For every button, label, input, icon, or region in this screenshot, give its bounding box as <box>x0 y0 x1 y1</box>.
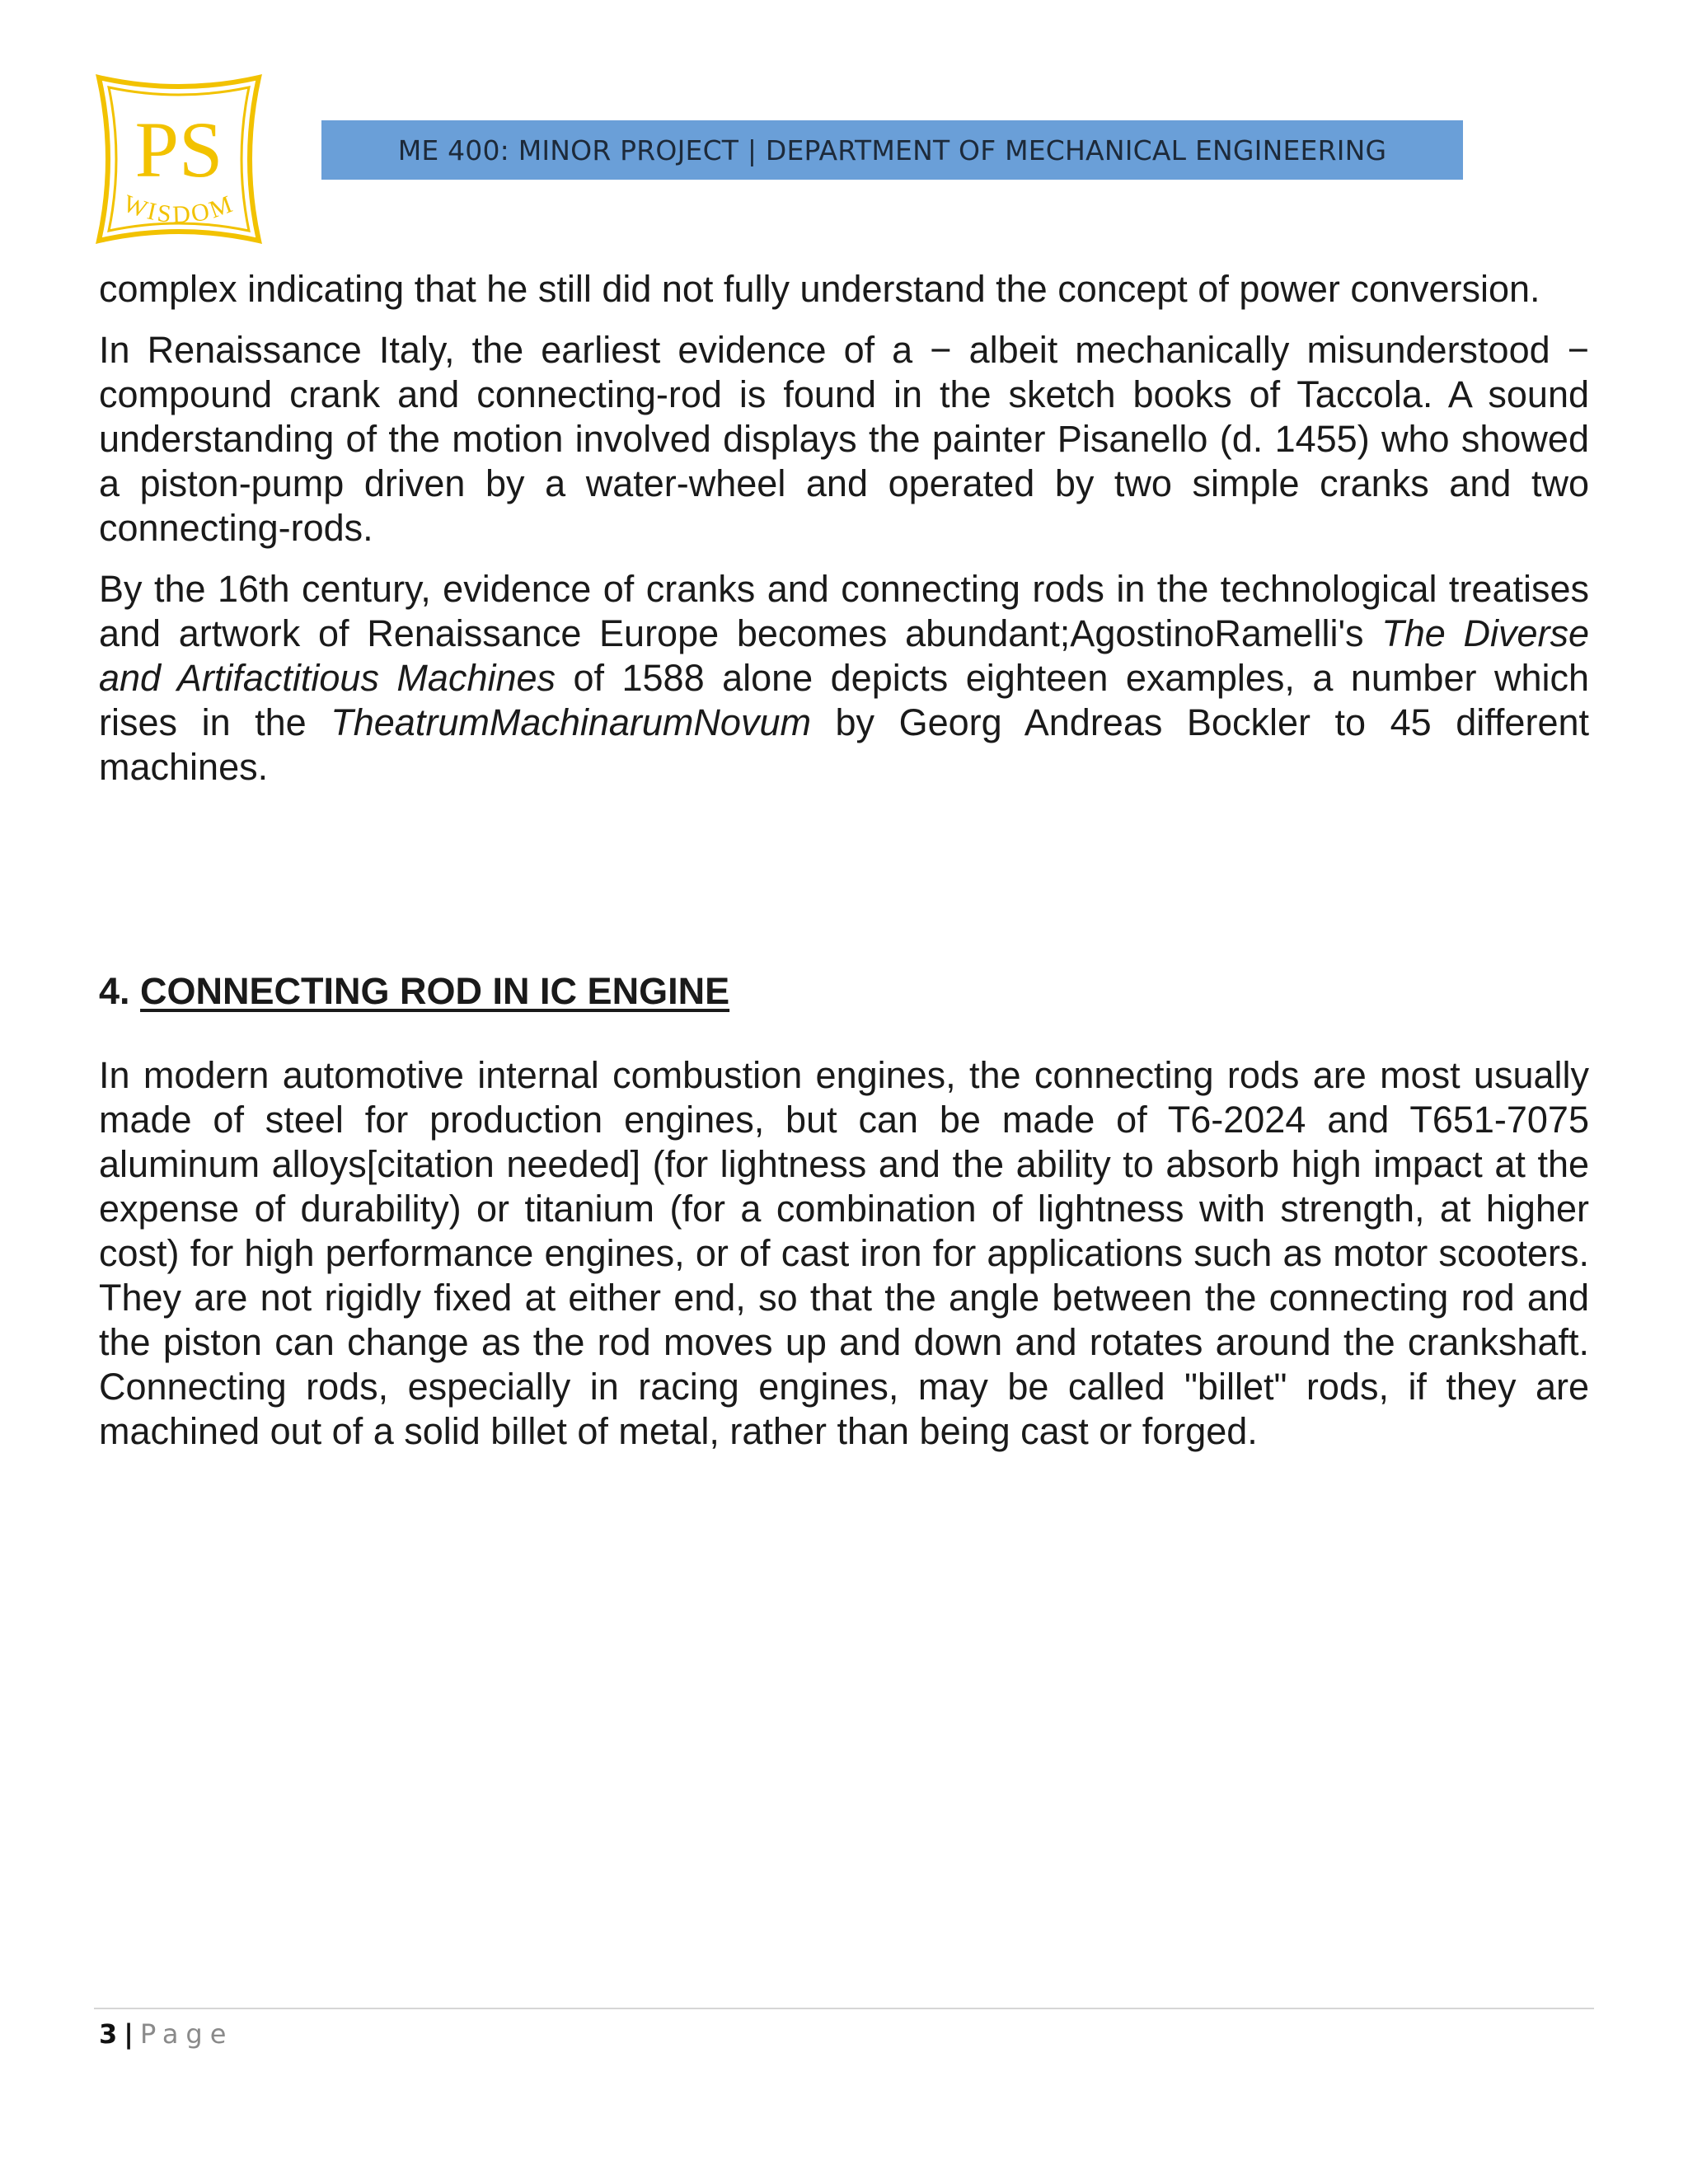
footer-separator: | <box>124 2018 134 2050</box>
ps-wisdom-logo <box>92 71 265 247</box>
paragraph-3-text-1: By the 16th century, evidence of cranks and connecting rods in the technological treatises and artwork of Renaissance Europe becomes abundant;AgostinoRamelli's <box>99 568 1589 654</box>
page-label: Page <box>139 2018 234 2050</box>
paragraph-3 <box>99 567 1589 790</box>
logo-word: WISDOM <box>120 190 238 229</box>
page-footer <box>99 2014 233 2054</box>
paragraph-2: In Renaissance Italy, the earliest evidence of a − albeit mechanically misunderstood − compound crank and connecting-rod is found in the sketch books of Taccola. A sound understanding of the motion involved displays the painter Pisanello (d. 1455) who showed a piston-pump driven by a water-wheel and operated by two simple cranks and two connecting-rods. <box>99 329 1589 549</box>
book-title-theatrum: TheatrumMachinarumNovum <box>331 701 811 743</box>
section-number: 4. <box>99 970 130 1012</box>
header-bar <box>321 120 1463 180</box>
logo-letters: PS <box>134 105 223 194</box>
footer-divider <box>94 2008 1594 2009</box>
paragraph-3-text-2: of 1588 alone depicts eighteen examples, a number which rises in the <box>99 657 1589 743</box>
header-title: ME 400: MINOR PROJECT | DEPARTMENT OF MECHANICAL ENGINEERING <box>397 134 1387 166</box>
document-content <box>99 267 1589 806</box>
section-heading <box>99 969 729 1014</box>
paragraph-3-text-3: by Georg Andreas Bockler to 45 different machines. <box>99 701 1589 788</box>
paragraph-1: complex indicating that he still did not fully understand the concept of power conversion. <box>99 268 1540 310</box>
book-title-diverse-machines: The Diverse and Artifactitious Machines <box>99 612 1589 699</box>
page-number: 3 <box>99 2018 118 2050</box>
section-title: CONNECTING ROD IN IC ENGINE <box>140 970 730 1012</box>
section-paragraph: In modern automotive internal combustion engines, the connecting rods are most usually made of steel for production engines, but can be made of T6-2024 and T651-7075 aluminum alloys[citation needed] (for lightness and the ability to absorb high impact at the expense of durability) or titanium (for a combination of lightness with strength, at higher cost) for high performance engines, or of cast iron for applications such as motor scooters. They are not rigidly fixed at either end, so that the angle between the connecting rod and the piston can change as the rod moves up and down and rotates around the crankshaft. Connecting rods, especially in racing engines, may be called "billet" rods, if they are machined out of a solid billet of metal, rather than being cast or forged. <box>99 1054 1589 1452</box>
